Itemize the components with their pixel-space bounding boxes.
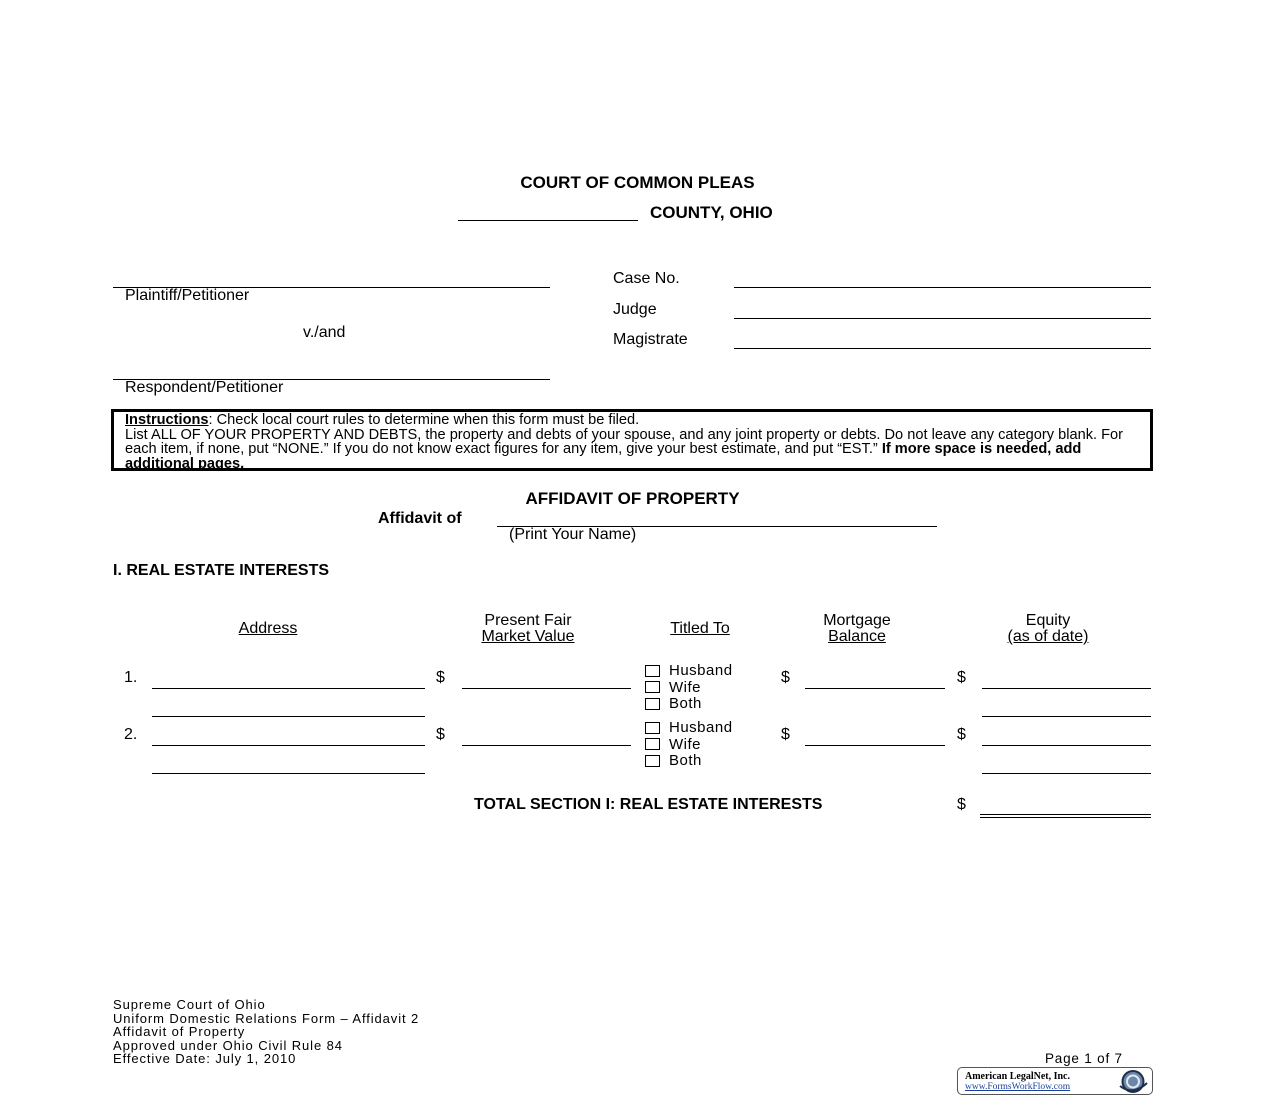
page-number: Page 1 of 7 — [1045, 1051, 1123, 1066]
row2-equity-currency: $ — [957, 726, 966, 743]
affidavit-title: AFFIDAVIT OF PROPERTY — [525, 489, 740, 508]
row2-equity-line1[interactable] — [982, 745, 1151, 746]
affidavit-of-label: Affidavit of — [378, 510, 462, 527]
row1-husband-label: Husband — [669, 662, 733, 679]
american-legalnet-logo[interactable] — [957, 1067, 1153, 1095]
col-fair-market-value — [448, 613, 608, 645]
total-section1-label: TOTAL SECTION I: REAL ESTATE INTERESTS — [474, 796, 823, 813]
row2-wife-checkbox[interactable] — [645, 738, 660, 750]
section1-heading: I. REAL ESTATE INTERESTS — [113, 562, 330, 579]
footer-line2: Uniform Domestic Relations Form – Affidavit 2 — [113, 1010, 420, 1026]
row1-mortgage-currency: $ — [781, 669, 790, 686]
county-label: COUNTY, OHIO — [650, 203, 773, 222]
instructions-heading: Instructions — [125, 412, 209, 428]
col-equity-line2: (as of date) — [1007, 628, 1089, 645]
total-line-1[interactable] — [980, 814, 1151, 815]
col-fmv-line2: Market Value — [481, 628, 575, 645]
col-titled-to: Titled To — [670, 620, 730, 637]
judge-line[interactable] — [734, 318, 1151, 319]
col-address: Address — [238, 620, 298, 637]
row2-address-line2[interactable] — [152, 773, 425, 774]
instructions-emphasis: If more space is needed, add additional pages. — [125, 441, 1082, 472]
row1-both-checkbox[interactable] — [645, 698, 660, 710]
instructions-line1: : Check local court rules to determine when this form must be filed. — [208, 412, 640, 428]
row1-fmv-currency: $ — [436, 669, 445, 686]
row1-address-line2[interactable] — [152, 716, 425, 717]
row1-fmv-line[interactable] — [462, 688, 631, 689]
row2-number: 2. — [124, 726, 138, 743]
row1-wife-label: Wife — [669, 679, 701, 696]
form-footer — [113, 998, 419, 1066]
row2-wife-label: Wife — [669, 736, 701, 753]
col-mortgage-line1: Mortgage — [823, 612, 891, 629]
court-title: COURT OF COMMON PLEAS — [520, 173, 755, 192]
col-equity-line1: Equity — [1025, 612, 1071, 629]
magistrate-line[interactable] — [734, 348, 1151, 349]
row1-equity-currency: $ — [957, 669, 966, 686]
county-blank-line[interactable] — [458, 220, 638, 221]
row1-equity-line1[interactable] — [982, 688, 1151, 689]
instructions-body: List ALL OF YOUR PROPERTY AND DEBTS, the property and debts of your spouse, and any joint property or debts. Do not leave any category blank. For each item, if none, put “NONE.” If you do not know exact figures for any item, give your best estimate, and put “EST.” — [125, 426, 1124, 457]
footer-line1: Supreme Court of Ohio — [113, 997, 266, 1012]
row2-fmv-line[interactable] — [462, 745, 631, 746]
row1-equity-line2[interactable] — [982, 716, 1151, 717]
row2-mortgage-currency: $ — [781, 726, 790, 743]
logo-url[interactable]: www.FormsWorkFlow.com — [965, 1082, 1071, 1092]
instructions-box — [111, 409, 1153, 471]
row1-mortgage-line[interactable] — [805, 688, 945, 689]
case-no-label: Case No. — [613, 270, 680, 287]
row1-number: 1. — [124, 669, 138, 686]
total-line-2 — [980, 817, 1151, 818]
judge-label: Judge — [613, 301, 657, 318]
footer-line3: Affidavit of Property — [113, 1024, 246, 1040]
globe-icon — [1115, 1069, 1151, 1094]
footer-line5: Effective Date: July 1, 2010 — [113, 1051, 297, 1067]
row2-fmv-currency: $ — [436, 726, 445, 743]
respondent-label: Respondent/Petitioner — [125, 379, 284, 396]
row1-wife-checkbox[interactable] — [645, 681, 660, 693]
row2-mortgage-line[interactable] — [805, 745, 945, 746]
row2-equity-line2[interactable] — [982, 773, 1151, 774]
row2-both-label: Both — [669, 752, 702, 769]
col-mortgage-line2: Balance — [828, 628, 886, 645]
row2-husband-label: Husband — [669, 719, 733, 736]
row2-both-checkbox[interactable] — [645, 755, 660, 767]
row2-husband-checkbox[interactable] — [645, 722, 660, 734]
magistrate-label: Magistrate — [613, 331, 688, 348]
row2-address-line1[interactable] — [152, 745, 425, 746]
case-no-line[interactable] — [734, 287, 1151, 288]
versus-label: v./and — [303, 324, 346, 341]
plaintiff-label: Plaintiff/Petitioner — [125, 287, 250, 304]
print-name-hint: (Print Your Name) — [509, 526, 637, 543]
row1-address-line1[interactable] — [152, 688, 425, 689]
row1-husband-checkbox[interactable] — [645, 665, 660, 677]
row1-both-label: Both — [669, 695, 702, 712]
total-currency: $ — [957, 796, 966, 813]
col-fmv-line1: Present Fair — [484, 612, 572, 629]
col-mortgage-balance — [797, 613, 917, 645]
logo-company: American LegalNet, Inc. — [965, 1071, 1070, 1082]
footer-line4: Approved under Ohio Civil Rule 84 — [113, 1037, 343, 1053]
col-equity — [988, 613, 1108, 645]
